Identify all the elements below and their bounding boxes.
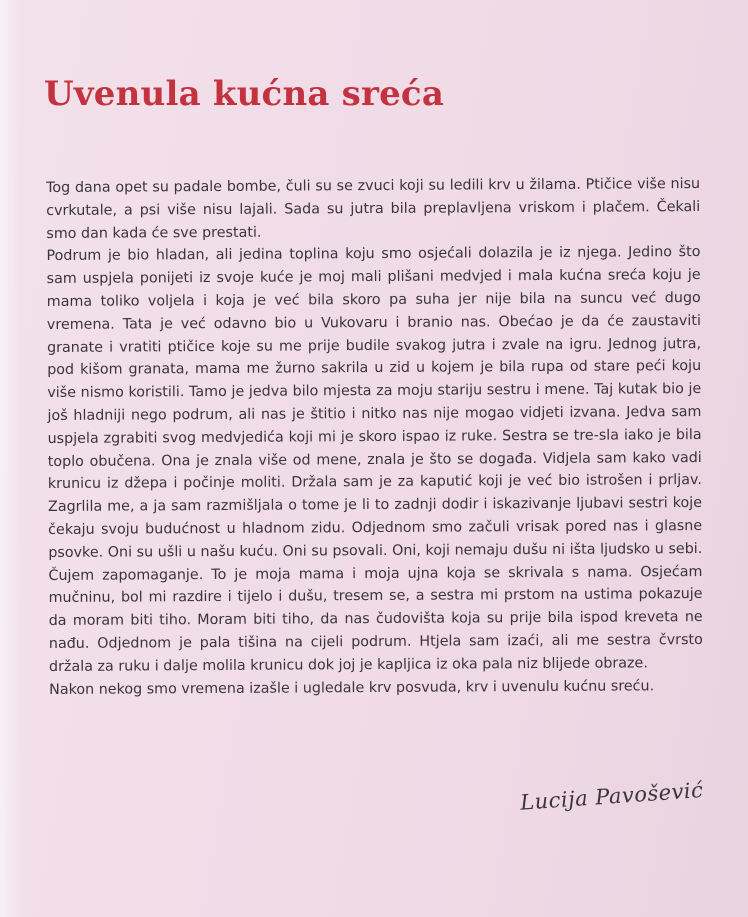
story-paragraph-3: Nakon nekog smo vremena izašle i ugledale krv posvuda, krv i uvenulu kućnu sreću. (49, 677, 655, 698)
story-paragraph-2: Podrum je bio hladan, ali jedina toplina koju smo osjećali dolazila je iz njega. Jedino što sam uspjela ponijeti iz svoje kuće je moj mali plišani medvjed i mala kućna sreća koju je mama toliko voljela i koja je već bila skoro pa suha jer nije bila na suncu već dugo vremena. Tata je već odavno bio u Vukovaru i branio nas. Obećao je da će zaustaviti granate i vratiti ptičice koje su me prije budile svakog jutra i zvale na igru. Jednog jutra, pod kišom granata, mama me žurno sakrila u zid u kojem je bila rupa od stare peći koju više nismo koristili. Tamo je jedva bilo mjesta za moju stariju sestru i mene. Taj kutak bio je još hladniji nego podrum, ali nas je štitio i nitko nas nije mogao vidjeti izvana. Jedva sam uspjela zgrabiti svog medvjedića koji mi je skoro ispao iz ruke. Sestra se tre-sla iako je bila toplo obučena. Ona je znala više od mene, znala je što se događa. Vidjela sam kako vadi krunicu iz džepa i počinje moliti. Držala sam je za kaputić koji je već bio istrošen i prljav. Zagrlila me, a ja sam razmišljala o tome je li to zadnji dodir i iskazivanje ljubavi sestri koje čekaju svoju budućnost u hladnom zidu. Odjednom smo začuli vrisak pored nas i glasne psovke. Oni su ušli u našu kuću. Oni su psovali. Oni, koji nemaju dušu ni išta ljudsko u sebi. Čujem zapomaganje. To je moja mama i moja ujna koja se skrivala s nama. Osjećam mučninu, bol mi razdire i tijelo i dušu, tresem se, a sestra mi prstom na ustima pokazuje da moram biti tiho. Moram biti tiho, da nas čudovišta koja su prije bila ispod kreveta ne nađu. Odjednom je pala tišina na cijeli podrum. Htjela sam izaći, ali me sestra čvrsto držala za ruku i dalje molila krunicu dok joj je kapljica iz oka pala niz blijede obraze. (46, 244, 703, 675)
story-paragraph-1: Tog dana opet su padale bombe, čuli su se zvuci koji su ledili krv u žilama. Ptičice više nisu cvrkutale, a psi više nisu lajali. Sada su jutra bila preplavljena vriskom i plačem. Čekali smo dan kada će sve prestati. (46, 176, 701, 242)
page-title: Uvenula kućna sreća (44, 74, 445, 114)
story-body (46, 173, 703, 701)
author-signature: Lucija Pavošević (519, 778, 704, 815)
page-edge-shadow (0, 0, 22, 917)
